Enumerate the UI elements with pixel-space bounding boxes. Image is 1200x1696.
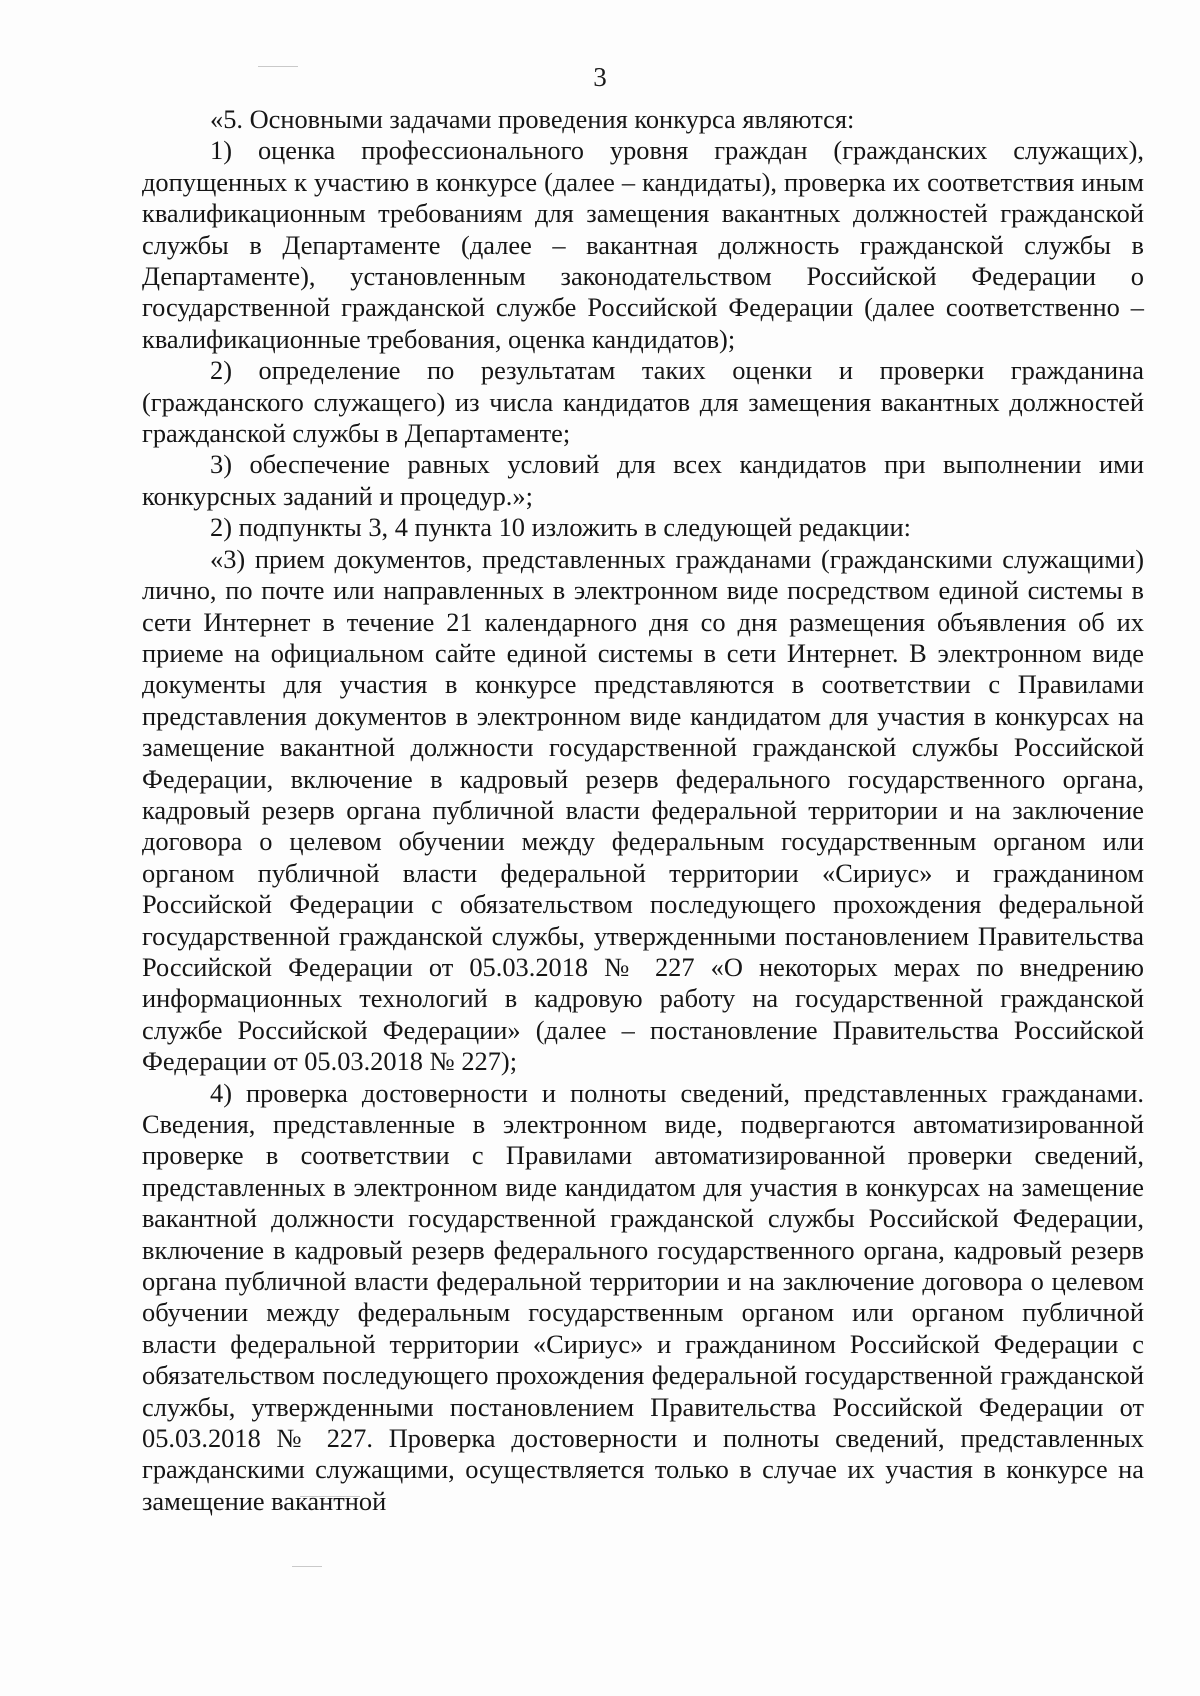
page-number: 3 bbox=[593, 62, 607, 92]
document-body bbox=[142, 104, 1144, 1517]
paragraph-task-1: 1) оценка профессионального уровня граждан (гражданских служащих), допущенных к участию в конкурсе (далее – кандидаты), проверка их соответствия иным квалификационным требованиям для замещения вакантных должностей гражданской службы в Департаменте (далее – вакантная должность гражданской службы в Департаменте), установленным законодательством Российской Федерации о государственной гражданской службе Российской Федерации (далее соответственно – квалификационные требования, оценка кандидатов); bbox=[142, 135, 1144, 354]
paragraph-amendment-intro: 2) подпункты 3, 4 пункта 10 изложить в следующей редакции: bbox=[210, 512, 912, 543]
paragraph-task-3: 3) обеспечение равных условий для всех кандидатов при выполнении ими конкурсных заданий и процедур.»; bbox=[142, 449, 1144, 511]
paragraph-subitem-4: 4) проверка достоверности и полноты сведений, представленных гражданами. Сведения, представленные в электронном виде, подвергаются автоматизированной проверке в соответствии с Правилами автоматизированной проверки сведений, представленных в электронном виде кандидатом для участия в конкурсах на замещение вакантной должности государственной гражданской службы Российской Федерации, включение в кадровый резерв федерального государственного органа, кадровый резерв органа публичной власти федеральной территории и на заключение договора о целевом обучении между федеральным государственным органом или органом публичной власти федеральной территории «Сириус» и гражданином Российской Федерации с обязательством последующего прохождения федеральной государственной гражданской службы, утвержденными постановлением Правительства Российской Федерации от 05.03.2018 № 227. Проверка достоверности и полноты сведений, представленных гражданскими служащими, осуществляется только в случае их участия в конкурсе на замещение вакантной bbox=[142, 1077, 1144, 1516]
paragraph-subitem-3: «3) прием документов, представленных гражданами (гражданскими служащими) лично, по почте или направленных в электронном виде посредством единой системы в сети Интернет в течение 21 календарного дня со дня размещения объявления об их приеме на официальном сайте единой системы в сети Интернет. В электронном виде документы для участия в конкурсе представляются в соответствии с Правилами представления документов в электронном виде кандидатом для участия в конкурсах на замещение вакантной должности государственной гражданской службы Российской Федерации, включение в кадровый резерв федерального государственного органа, кадровый резерв органа публичной власти федеральной территории и на заключение договора о целевом обучении между федеральным государственным органом или органом публичной власти федеральной территории «Сириус» и гражданином Российской Федерации с обязательством последующего прохождения федеральной государственной гражданской службы, утвержденными постановлением Правительства Российской Федерации от 05.03.2018 № 227 «О некоторых мерах по внедрению информационных технологий в кадровую работу на государственной гражданской службе Российской Федерации» (далее – постановление Правительства Российской Федерации от 05.03.2018 № 227); bbox=[142, 543, 1144, 1077]
paragraph-task-2: 2) определение по результатам таких оценки и проверки гражданина (гражданского служащего) из числа кандидатов для замещения вакантных должностей гражданской службы в Департаменте; bbox=[142, 355, 1144, 449]
paragraph-tasks-heading: «5. Основными задачами проведения конкурса являются: bbox=[210, 104, 855, 134]
scan-artifact bbox=[292, 1566, 322, 1567]
